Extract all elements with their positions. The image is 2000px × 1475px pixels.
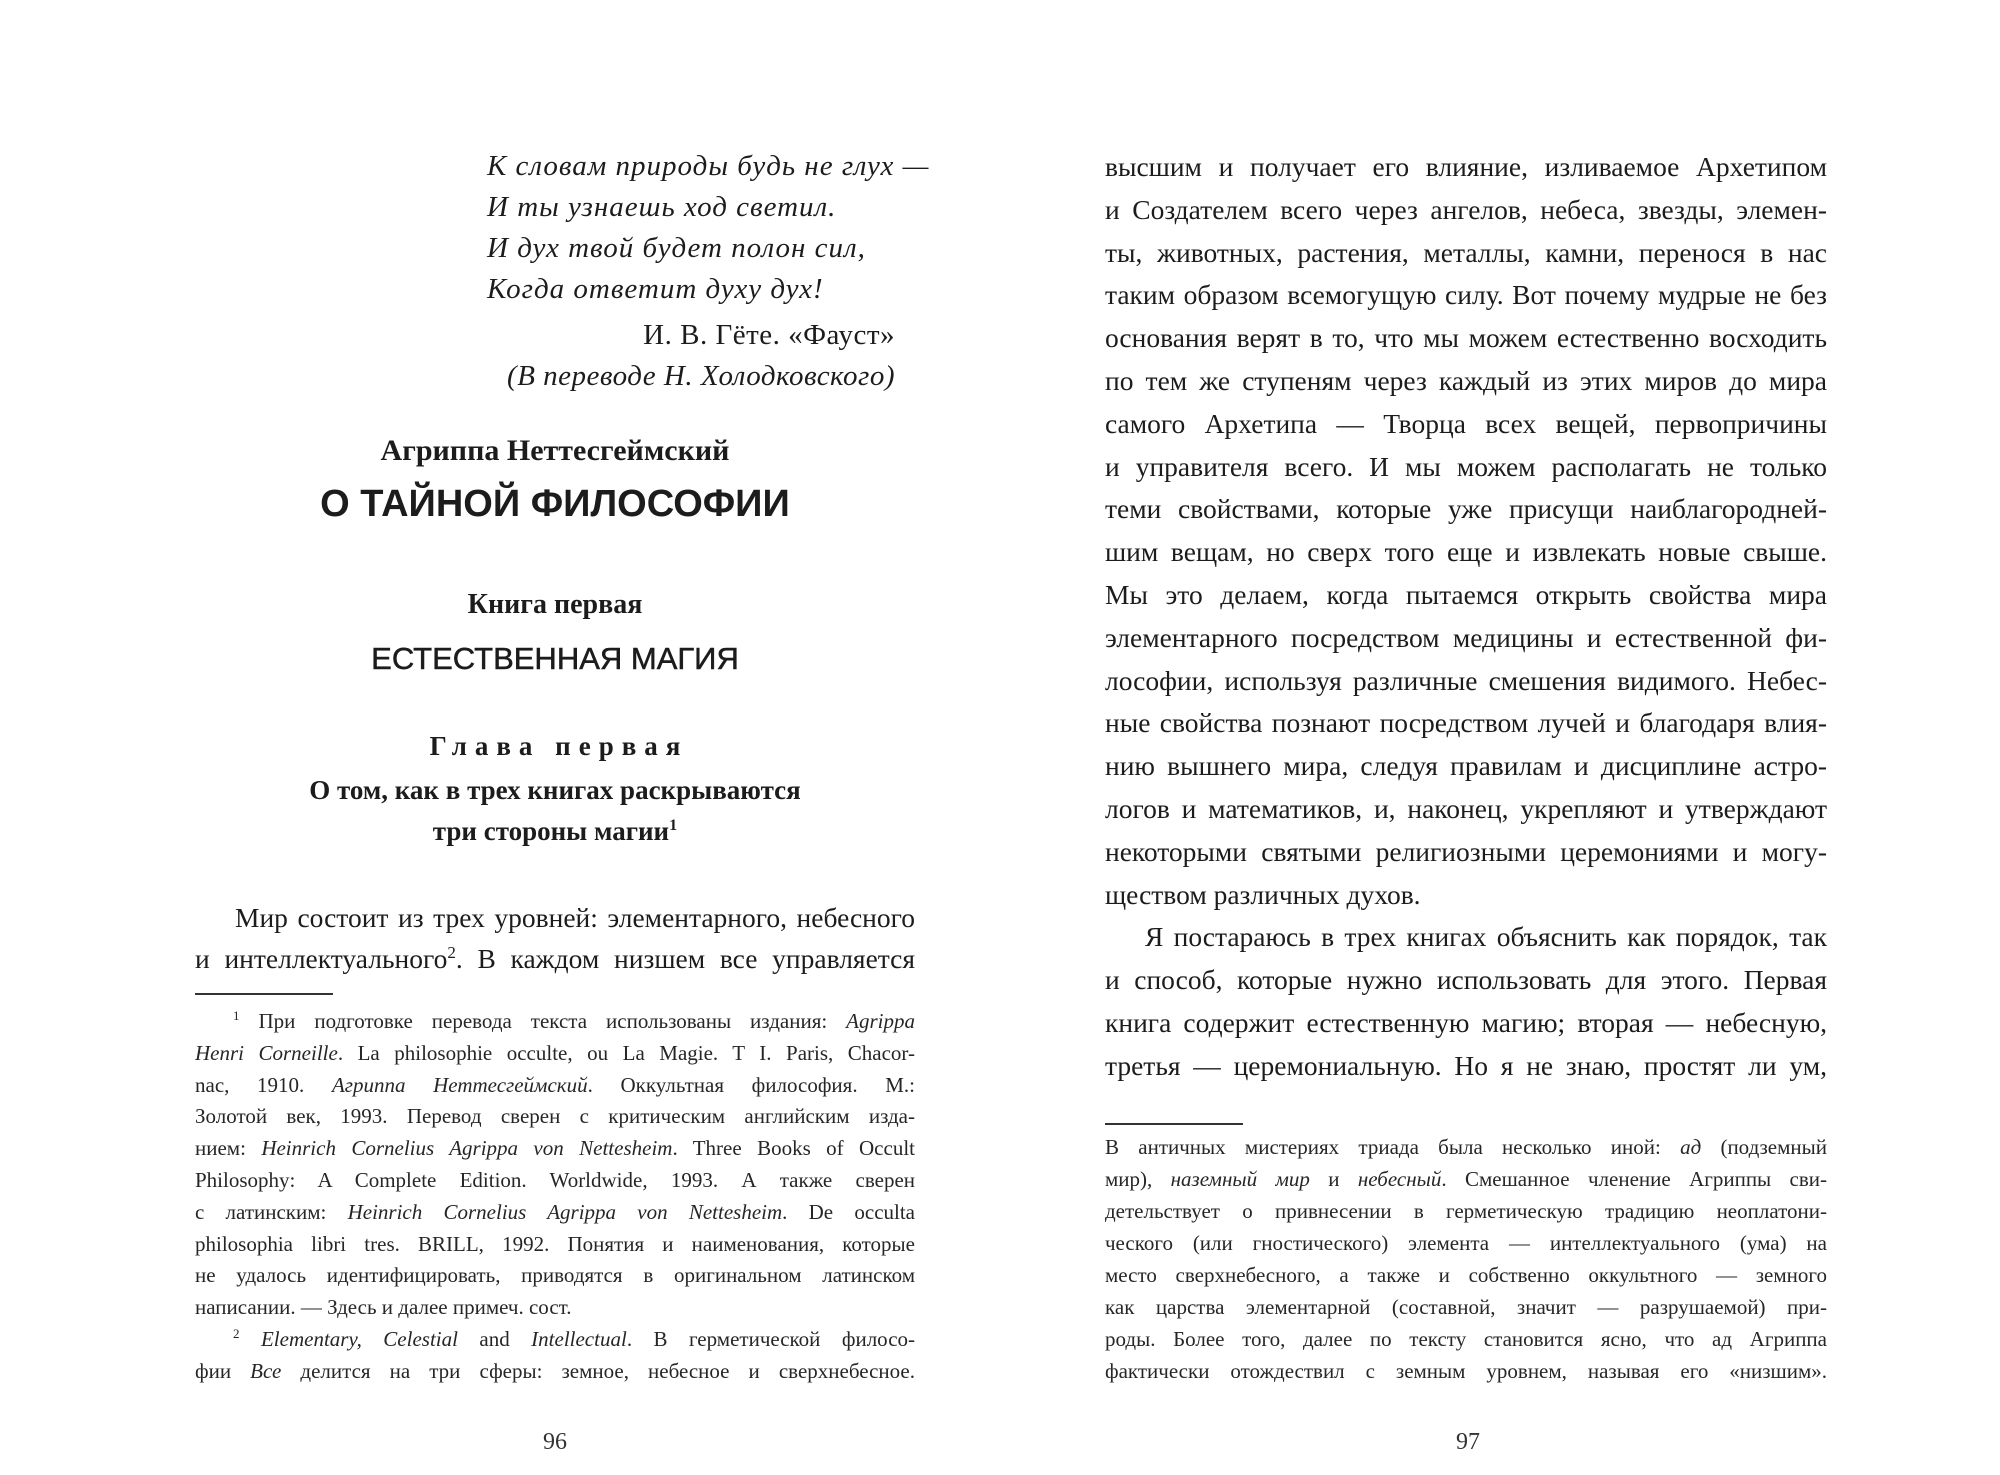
- text-run: . В каждом низшем все управляется: [455, 943, 915, 974]
- chapter-label: Глава первая: [429, 731, 689, 761]
- text-line: и Создателем всего через ангелов, небеса, звезды, элемен-: [1105, 193, 1827, 225]
- footnote-divider: [195, 993, 333, 995]
- author-heading: Агриппа Неттесгеймский: [380, 434, 730, 467]
- epigraph-line: И ты узнаешь ход светил.: [487, 191, 837, 223]
- text-line: место сверхнебесного, а также и собственно оккультного — земного: [1105, 1263, 1827, 1287]
- text-line: [195, 1324, 915, 1356]
- text-line: некоторыми святыми религиозными церемониями и могу-: [1105, 835, 1827, 867]
- text-line: написании. — Здесь и далее примеч. сост.: [195, 1295, 572, 1320]
- text-line: самого Архетипа — Творца всех вещей, первопричины: [1105, 407, 1827, 439]
- text-run: [240, 1327, 261, 1351]
- body-paragraph: [1105, 916, 1827, 1087]
- text-line: ществом различных духов.: [1105, 878, 1421, 910]
- italic-run: небесный: [1357, 1167, 1442, 1191]
- text-run: с латинским:: [195, 1199, 348, 1224]
- chapter-title-line: О том, как в трех книгах раскрываются: [309, 775, 801, 805]
- italic-run: наземный мир: [1170, 1167, 1310, 1191]
- text-line: [195, 1133, 915, 1165]
- text-line: шим вещам, но сверх того еще и извлекать новые свыше.: [1105, 536, 1827, 568]
- text-line: [1105, 1131, 1827, 1163]
- chapter-title-line: [195, 811, 915, 852]
- text-line: и управителя всего. И мы можем располагать не только: [1105, 450, 1827, 482]
- note-reference: 2: [447, 942, 456, 962]
- text-run: При подготовке перевода текста использованы издания:: [239, 1009, 847, 1033]
- body-text: [195, 897, 915, 979]
- text-line: ты, животных, растения, металлы, камни, перенося в нас: [1105, 236, 1827, 268]
- footnote-continuation: [1105, 1131, 1827, 1387]
- chapter-title: [195, 770, 915, 852]
- italic-run: Elementary, Celestial: [260, 1326, 458, 1351]
- text-line: [195, 1006, 915, 1038]
- text-line: ные свойства познают посредством лучей и благодаря влия-: [1105, 707, 1827, 739]
- text-line: Philosophy: A Complete Edition. Worldwide, 1993. А также сверен: [195, 1167, 915, 1192]
- text-line: роды. Более того, далее по тексту становится ясно, что ад Агриппа: [1105, 1327, 1827, 1351]
- text-run: . De occulta: [782, 1199, 915, 1224]
- text-run: . Смешанное членение Агриппы сви-: [1441, 1167, 1827, 1191]
- text-line: фактически отождествил с земным уровнем, называя его «низшим».: [1105, 1359, 1827, 1383]
- epigraph-translator: (В переводе Н. Холодковского): [507, 360, 895, 392]
- text-line: [195, 1356, 915, 1388]
- text-line: [195, 1038, 915, 1070]
- text-run: В античных мистериях триада была несколько иной:: [1105, 1135, 1681, 1159]
- text-run: делится на три сферы: земное, небесное и сверхнебесное.: [281, 1358, 915, 1383]
- text-line: Я постараюсь в трех книгах объяснить как порядок, так: [1145, 921, 1827, 953]
- text-run: мир),: [1105, 1167, 1171, 1191]
- text-line: Мир состоит из трех уровней: элементарного, небесного: [235, 902, 915, 933]
- text-run: . La philosophie occulte, ou La Magie. T I. Paris, Chacor-: [337, 1040, 915, 1065]
- text-run: . Three Books of Occult: [672, 1136, 915, 1161]
- text-line: ческого (или гностического) элемента — интеллектуального (ума) на: [1105, 1231, 1827, 1255]
- text-run: . В герметической филосо-: [626, 1326, 915, 1351]
- page-number: 97: [1456, 1429, 1480, 1455]
- text-run: фии: [195, 1358, 251, 1383]
- work-title: О ТАЙНОЙ ФИЛОСОФИИ: [320, 483, 790, 525]
- text-line: [195, 1197, 915, 1229]
- text-line: philosophia libri tres. BRILL, 1992. Понятия и наименования, которые: [195, 1231, 915, 1256]
- right-page: [1000, 0, 2000, 1475]
- text-line: Мы это делаем, когда пытаемся открыть свойства мира: [1105, 578, 1827, 610]
- text-line: высшим и получает его влияние, изливаемое Архетипом: [1105, 151, 1827, 182]
- text-line: как царства элементарной (составной, значит — разрушаемой) при-: [1105, 1295, 1827, 1319]
- italic-run: Henri Corneille: [195, 1040, 338, 1065]
- footnotes: [1105, 1131, 1827, 1387]
- italic-run: Heinrich Cornelius Agrippa von Nettesheim: [261, 1136, 673, 1161]
- italic-run: Intellectual: [531, 1326, 627, 1351]
- text-line: [195, 938, 915, 979]
- text-run: and: [457, 1326, 532, 1351]
- text-line: и способ, которые нужно использовать для этого. Первая: [1105, 964, 1827, 996]
- text-line: третья — церемониальную. Но я не знаю, простят ли ум,: [1105, 1049, 1827, 1081]
- body-paragraph: [195, 897, 915, 979]
- italic-run: Heinrich Cornelius Agrippa von Nettesheim: [347, 1199, 783, 1224]
- text-line: [1105, 1163, 1827, 1195]
- footnote: [195, 1324, 915, 1388]
- epigraph-author: И. В. Гёте. «Фауст»: [643, 319, 895, 351]
- text-line: логов и математиков, и, наконец, укрепляют и утверждают: [1105, 792, 1827, 824]
- epigraph-line: К словам природы будь не глух —: [487, 150, 930, 182]
- text-line: теми свойствами, которые уже присущи наиблагородней-: [1105, 493, 1827, 525]
- footnotes: [195, 1006, 915, 1388]
- text-line: основания верят в то, что мы можем естественно восходить: [1105, 322, 1827, 354]
- note-reference: 1: [233, 1008, 240, 1023]
- text-run: нием:: [195, 1136, 262, 1161]
- epigraph: [487, 146, 947, 310]
- text-line: книга содержит естественную магию; вторая — небесную,: [1105, 1006, 1827, 1038]
- italic-run: ад: [1680, 1135, 1702, 1159]
- book-label: Книга первая: [467, 589, 643, 620]
- footnote-divider: [1105, 1123, 1243, 1125]
- text-line: [195, 1070, 915, 1102]
- text-run: и интеллектуального: [195, 943, 448, 974]
- text-line: таким образом всемогущую силу. Вот почему мудрые не без: [1105, 279, 1827, 311]
- page-number: 96: [543, 1429, 567, 1455]
- text-line: лософии, используя различные смешения видимого. Небес-: [1105, 664, 1827, 696]
- text-line: Золотой век, 1993. Перевод сверен с критическим английским изда-: [195, 1104, 915, 1129]
- chapter-title-text: три стороны магии: [432, 816, 670, 846]
- note-reference: 2: [233, 1325, 240, 1341]
- text-line: детельствует о привнесении в герметическую традицию неоплатони-: [1105, 1199, 1827, 1223]
- text-line: не удалось идентифицировать, приводятся в оригинальном латинском: [195, 1263, 915, 1288]
- text-line: нию вышнего мира, следуя правилам и дисциплине астро-: [1105, 750, 1827, 782]
- text-run: nac, 1910.: [195, 1072, 332, 1097]
- epigraph-line: И дух твой будет полон сил,: [487, 232, 866, 264]
- body-text: [1105, 146, 1827, 1088]
- italic-run: Agrippa: [846, 1009, 915, 1033]
- epigraph-line: Когда ответит духу дух!: [487, 273, 824, 305]
- epigraph-attribution: [447, 315, 895, 397]
- book-title: ЕСТЕСТВЕННАЯ МАГИЯ: [371, 641, 739, 676]
- footnote: [195, 1006, 915, 1324]
- text-line: элементарного посредством медицины и естественной фи-: [1105, 621, 1827, 653]
- italic-run: Агриппа Неттесгеймский: [331, 1072, 588, 1097]
- text-run: (подземный: [1701, 1135, 1827, 1159]
- text-line: по тем же ступеням через каждый из этих миров до мира: [1105, 364, 1827, 396]
- note-reference: 1: [669, 816, 678, 834]
- body-paragraph: [1105, 146, 1827, 916]
- text-run: . Оккультная философия. М.:: [587, 1072, 915, 1097]
- italic-run: Все: [250, 1358, 282, 1383]
- text-run: и: [1309, 1167, 1358, 1191]
